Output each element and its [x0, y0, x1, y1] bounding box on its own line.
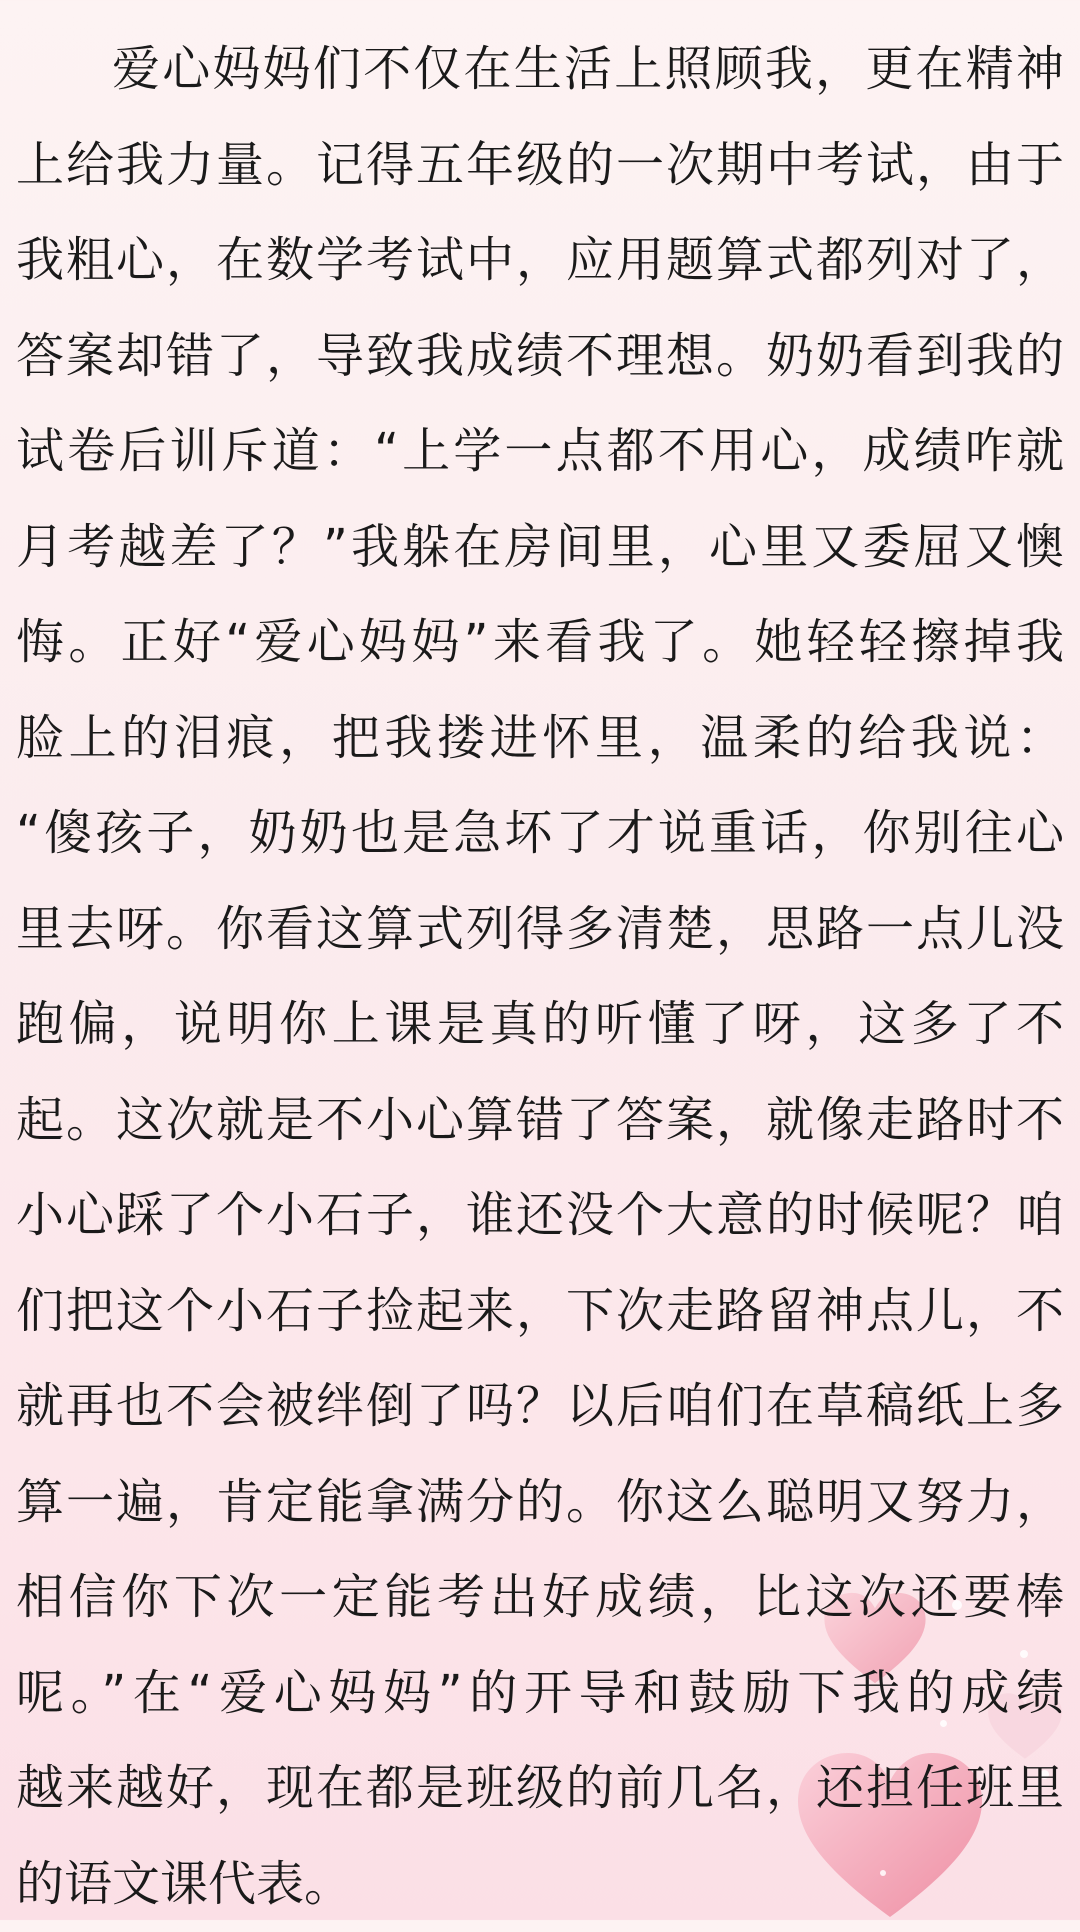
article-line: 跑偏，说明你上课是真的听懂了呀，这多了不 — [16, 977, 1064, 1073]
article-line: 们把这个小石子捡起来，下次走路留神点儿，不 — [16, 1264, 1064, 1360]
article-line: 算一遍，肯定能拿满分的。你这么聪明又努力， — [16, 1455, 1064, 1551]
article-line: 脸上的泪痕，把我搂进怀里，温柔的给我说： — [16, 691, 1064, 787]
article-line: 我粗心，在数学考试中，应用题算式都列对了， — [16, 213, 1064, 309]
article-line: 爱心妈妈们不仅在生活上照顾我，更在精神 — [16, 22, 1064, 118]
article-line: 试卷后训斥道：“上学一点都不用心，成绩咋就 — [16, 404, 1064, 500]
article-line: 就再也不会被绊倒了吗？以后咱们在草稿纸上多 — [16, 1359, 1064, 1455]
article-line: 起。这次就是不小心算错了答案，就像走路时不 — [16, 1073, 1064, 1169]
article-line: 越来越好，现在都是班级的前几名，还担任班里 — [16, 1741, 1064, 1837]
article-line: 月考越差了？”我躲在房间里，心里又委屈又懊 — [16, 500, 1064, 596]
article-line: 的语文课代表。 — [16, 1837, 1064, 1932]
article-line: 小心踩了个小石子，谁还没个大意的时候呢？咱 — [16, 1168, 1064, 1264]
article-line: 相信你下次一定能考出好成绩，比这次还要棒 — [16, 1550, 1064, 1646]
article-body — [16, 22, 1064, 1932]
article-line: 呢。”在“爱心妈妈”的开导和鼓励下我的成绩 — [16, 1646, 1064, 1742]
article-line: 悔。正好“爱心妈妈”来看我了。她轻轻擦掉我 — [16, 595, 1064, 691]
article-line: 答案却错了，导致我成绩不理想。奶奶看到我的 — [16, 309, 1064, 405]
article-line: 里去呀。你看这算式列得多清楚，思路一点儿没 — [16, 882, 1064, 978]
article-line: “傻孩子，奶奶也是急坏了才说重话，你别往心 — [16, 786, 1064, 882]
article-line: 上给我力量。记得五年级的一次期中考试，由于 — [16, 118, 1064, 214]
